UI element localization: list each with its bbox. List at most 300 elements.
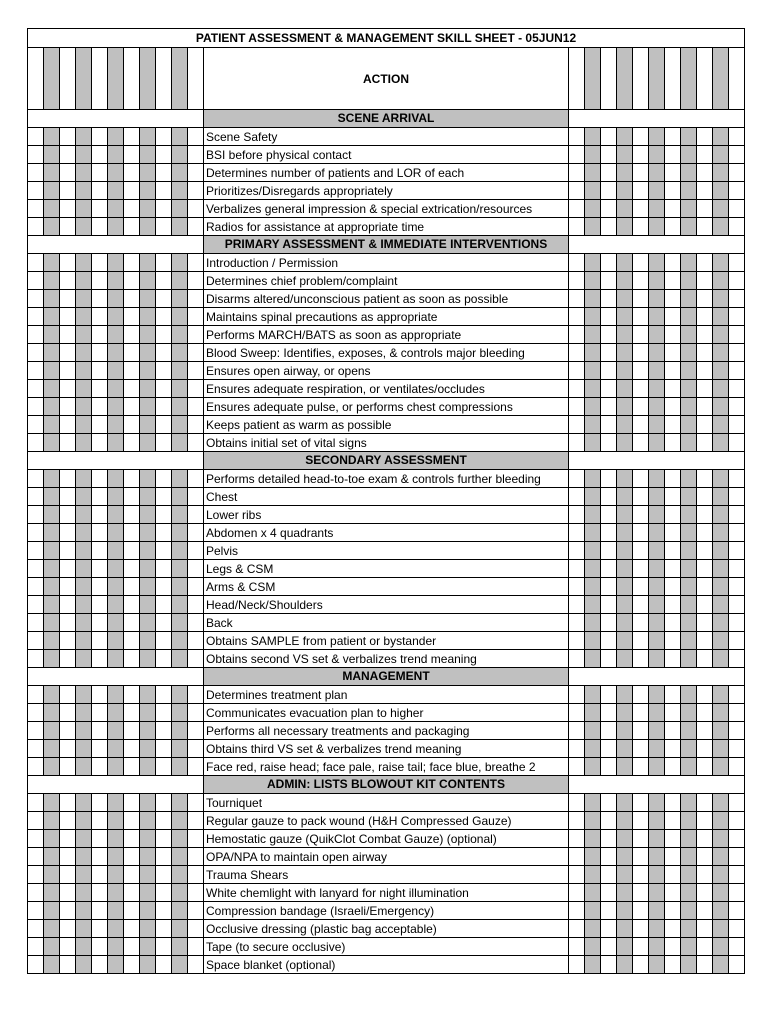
left-check-cell[interactable] <box>156 128 172 146</box>
left-check-cell[interactable] <box>28 722 44 740</box>
right-check-cell[interactable] <box>601 722 617 740</box>
left-check-cell[interactable] <box>188 398 204 416</box>
left-check-cell[interactable] <box>60 740 76 758</box>
right-check-cell[interactable] <box>569 200 585 218</box>
left-check-cell[interactable] <box>44 488 60 506</box>
right-check-cell[interactable] <box>569 632 585 650</box>
left-check-cell[interactable] <box>44 272 60 290</box>
left-check-cell[interactable] <box>156 506 172 524</box>
left-check-cell[interactable] <box>124 722 140 740</box>
right-check-cell[interactable] <box>681 920 697 938</box>
left-check-cell[interactable] <box>60 416 76 434</box>
left-check-cell[interactable] <box>92 794 108 812</box>
left-check-cell[interactable] <box>44 866 60 884</box>
left-check-cell[interactable] <box>156 164 172 182</box>
left-check-cell[interactable] <box>172 920 188 938</box>
left-check-cell[interactable] <box>108 848 124 866</box>
left-check-cell[interactable] <box>156 920 172 938</box>
right-check-cell[interactable] <box>601 920 617 938</box>
left-check-cell[interactable] <box>92 344 108 362</box>
left-check-cell[interactable] <box>124 632 140 650</box>
left-check-cell[interactable] <box>172 48 188 110</box>
left-check-cell[interactable] <box>108 470 124 488</box>
right-check-cell[interactable] <box>729 884 745 902</box>
right-check-cell[interactable] <box>697 956 713 974</box>
left-check-cell[interactable] <box>108 632 124 650</box>
left-check-cell[interactable] <box>188 722 204 740</box>
left-check-cell[interactable] <box>60 218 76 236</box>
right-check-cell[interactable] <box>729 290 745 308</box>
left-check-cell[interactable] <box>124 560 140 578</box>
right-check-cell[interactable] <box>617 884 633 902</box>
left-check-cell[interactable] <box>188 182 204 200</box>
left-check-cell[interactable] <box>140 596 156 614</box>
right-check-cell[interactable] <box>569 758 585 776</box>
left-check-cell[interactable] <box>60 290 76 308</box>
right-check-cell[interactable] <box>601 938 617 956</box>
left-check-cell[interactable] <box>124 308 140 326</box>
right-check-cell[interactable] <box>665 614 681 632</box>
right-check-cell[interactable] <box>569 740 585 758</box>
left-check-cell[interactable] <box>124 254 140 272</box>
left-check-cell[interactable] <box>76 650 92 668</box>
left-check-cell[interactable] <box>124 902 140 920</box>
right-check-cell[interactable] <box>585 902 601 920</box>
right-check-cell[interactable] <box>649 380 665 398</box>
left-check-cell[interactable] <box>172 146 188 164</box>
left-check-cell[interactable] <box>140 48 156 110</box>
left-check-cell[interactable] <box>172 362 188 380</box>
left-check-cell[interactable] <box>188 830 204 848</box>
right-check-cell[interactable] <box>665 956 681 974</box>
left-check-cell[interactable] <box>172 542 188 560</box>
left-check-cell[interactable] <box>172 308 188 326</box>
right-check-cell[interactable] <box>697 434 713 452</box>
left-check-cell[interactable] <box>124 848 140 866</box>
left-check-cell[interactable] <box>156 902 172 920</box>
left-check-cell[interactable] <box>44 434 60 452</box>
left-check-cell[interactable] <box>108 758 124 776</box>
right-check-cell[interactable] <box>601 506 617 524</box>
right-check-cell[interactable] <box>713 470 729 488</box>
left-check-cell[interactable] <box>140 794 156 812</box>
left-check-cell[interactable] <box>28 164 44 182</box>
right-check-cell[interactable] <box>665 164 681 182</box>
left-check-cell[interactable] <box>188 560 204 578</box>
right-check-cell[interactable] <box>633 308 649 326</box>
right-check-cell[interactable] <box>729 470 745 488</box>
right-check-cell[interactable] <box>681 398 697 416</box>
right-check-cell[interactable] <box>601 146 617 164</box>
right-check-cell[interactable] <box>649 632 665 650</box>
right-check-cell[interactable] <box>569 272 585 290</box>
right-check-cell[interactable] <box>713 938 729 956</box>
left-check-cell[interactable] <box>60 398 76 416</box>
right-check-cell[interactable] <box>617 866 633 884</box>
left-check-cell[interactable] <box>124 884 140 902</box>
left-check-cell[interactable] <box>108 902 124 920</box>
left-check-cell[interactable] <box>108 290 124 308</box>
right-check-cell[interactable] <box>649 704 665 722</box>
right-check-cell[interactable] <box>569 686 585 704</box>
right-check-cell[interactable] <box>681 848 697 866</box>
right-check-cell[interactable] <box>601 290 617 308</box>
left-check-cell[interactable] <box>124 866 140 884</box>
left-check-cell[interactable] <box>44 128 60 146</box>
right-check-cell[interactable] <box>585 200 601 218</box>
right-check-cell[interactable] <box>665 848 681 866</box>
right-check-cell[interactable] <box>617 542 633 560</box>
right-check-cell[interactable] <box>665 488 681 506</box>
left-check-cell[interactable] <box>44 506 60 524</box>
right-check-cell[interactable] <box>697 218 713 236</box>
right-check-cell[interactable] <box>681 488 697 506</box>
right-check-cell[interactable] <box>569 146 585 164</box>
left-check-cell[interactable] <box>188 326 204 344</box>
left-check-cell[interactable] <box>140 560 156 578</box>
right-check-cell[interactable] <box>601 128 617 146</box>
left-check-cell[interactable] <box>44 812 60 830</box>
left-check-cell[interactable] <box>76 146 92 164</box>
right-check-cell[interactable] <box>601 200 617 218</box>
right-check-cell[interactable] <box>633 470 649 488</box>
left-check-cell[interactable] <box>124 272 140 290</box>
left-check-cell[interactable] <box>28 560 44 578</box>
right-check-cell[interactable] <box>665 398 681 416</box>
right-check-cell[interactable] <box>569 48 585 110</box>
left-check-cell[interactable] <box>188 758 204 776</box>
right-check-cell[interactable] <box>729 578 745 596</box>
left-check-cell[interactable] <box>124 938 140 956</box>
right-check-cell[interactable] <box>697 524 713 542</box>
left-check-cell[interactable] <box>108 650 124 668</box>
right-check-cell[interactable] <box>649 758 665 776</box>
left-check-cell[interactable] <box>28 182 44 200</box>
left-check-cell[interactable] <box>156 956 172 974</box>
right-check-cell[interactable] <box>649 794 665 812</box>
left-check-cell[interactable] <box>124 48 140 110</box>
left-check-cell[interactable] <box>140 164 156 182</box>
left-check-cell[interactable] <box>60 326 76 344</box>
right-check-cell[interactable] <box>617 920 633 938</box>
right-check-cell[interactable] <box>569 164 585 182</box>
left-check-cell[interactable] <box>188 848 204 866</box>
left-check-cell[interactable] <box>76 326 92 344</box>
left-check-cell[interactable] <box>60 182 76 200</box>
left-check-cell[interactable] <box>92 866 108 884</box>
left-check-cell[interactable] <box>60 146 76 164</box>
right-check-cell[interactable] <box>585 740 601 758</box>
left-check-cell[interactable] <box>156 48 172 110</box>
left-check-cell[interactable] <box>172 254 188 272</box>
right-check-cell[interactable] <box>617 326 633 344</box>
right-check-cell[interactable] <box>569 434 585 452</box>
right-check-cell[interactable] <box>713 794 729 812</box>
right-check-cell[interactable] <box>649 164 665 182</box>
left-check-cell[interactable] <box>108 866 124 884</box>
left-check-cell[interactable] <box>108 146 124 164</box>
right-check-cell[interactable] <box>697 722 713 740</box>
right-check-cell[interactable] <box>633 200 649 218</box>
left-check-cell[interactable] <box>44 146 60 164</box>
left-check-cell[interactable] <box>76 308 92 326</box>
right-check-cell[interactable] <box>665 884 681 902</box>
right-check-cell[interactable] <box>681 272 697 290</box>
right-check-cell[interactable] <box>649 398 665 416</box>
left-check-cell[interactable] <box>44 686 60 704</box>
left-check-cell[interactable] <box>44 884 60 902</box>
left-check-cell[interactable] <box>156 182 172 200</box>
left-check-cell[interactable] <box>76 596 92 614</box>
left-check-cell[interactable] <box>124 200 140 218</box>
left-check-cell[interactable] <box>44 650 60 668</box>
left-check-cell[interactable] <box>92 722 108 740</box>
right-check-cell[interactable] <box>681 344 697 362</box>
right-check-cell[interactable] <box>697 650 713 668</box>
left-check-cell[interactable] <box>124 920 140 938</box>
right-check-cell[interactable] <box>617 758 633 776</box>
left-check-cell[interactable] <box>172 614 188 632</box>
right-check-cell[interactable] <box>713 380 729 398</box>
right-check-cell[interactable] <box>569 290 585 308</box>
left-check-cell[interactable] <box>124 578 140 596</box>
left-check-cell[interactable] <box>172 398 188 416</box>
left-check-cell[interactable] <box>76 704 92 722</box>
right-check-cell[interactable] <box>697 182 713 200</box>
left-check-cell[interactable] <box>76 902 92 920</box>
right-check-cell[interactable] <box>601 524 617 542</box>
right-check-cell[interactable] <box>633 704 649 722</box>
right-check-cell[interactable] <box>569 182 585 200</box>
right-check-cell[interactable] <box>681 128 697 146</box>
left-check-cell[interactable] <box>44 326 60 344</box>
right-check-cell[interactable] <box>697 614 713 632</box>
right-check-cell[interactable] <box>729 524 745 542</box>
left-check-cell[interactable] <box>28 488 44 506</box>
right-check-cell[interactable] <box>697 254 713 272</box>
left-check-cell[interactable] <box>108 614 124 632</box>
right-check-cell[interactable] <box>697 200 713 218</box>
left-check-cell[interactable] <box>44 758 60 776</box>
right-check-cell[interactable] <box>681 326 697 344</box>
right-check-cell[interactable] <box>713 740 729 758</box>
right-check-cell[interactable] <box>665 200 681 218</box>
right-check-cell[interactable] <box>601 560 617 578</box>
right-check-cell[interactable] <box>601 398 617 416</box>
left-check-cell[interactable] <box>92 506 108 524</box>
right-check-cell[interactable] <box>713 830 729 848</box>
right-check-cell[interactable] <box>729 326 745 344</box>
left-check-cell[interactable] <box>124 956 140 974</box>
left-check-cell[interactable] <box>92 48 108 110</box>
left-check-cell[interactable] <box>108 416 124 434</box>
right-check-cell[interactable] <box>713 542 729 560</box>
right-check-cell[interactable] <box>729 902 745 920</box>
left-check-cell[interactable] <box>92 380 108 398</box>
left-check-cell[interactable] <box>140 650 156 668</box>
left-check-cell[interactable] <box>124 164 140 182</box>
right-check-cell[interactable] <box>665 254 681 272</box>
right-check-cell[interactable] <box>633 758 649 776</box>
right-check-cell[interactable] <box>681 578 697 596</box>
right-check-cell[interactable] <box>633 362 649 380</box>
left-check-cell[interactable] <box>108 956 124 974</box>
right-check-cell[interactable] <box>665 704 681 722</box>
right-check-cell[interactable] <box>665 722 681 740</box>
right-check-cell[interactable] <box>633 578 649 596</box>
right-check-cell[interactable] <box>633 542 649 560</box>
left-check-cell[interactable] <box>172 344 188 362</box>
right-check-cell[interactable] <box>697 740 713 758</box>
right-check-cell[interactable] <box>601 488 617 506</box>
right-check-cell[interactable] <box>697 920 713 938</box>
left-check-cell[interactable] <box>188 434 204 452</box>
right-check-cell[interactable] <box>601 704 617 722</box>
left-check-cell[interactable] <box>108 254 124 272</box>
right-check-cell[interactable] <box>585 956 601 974</box>
left-check-cell[interactable] <box>92 650 108 668</box>
left-check-cell[interactable] <box>140 416 156 434</box>
right-check-cell[interactable] <box>633 182 649 200</box>
right-check-cell[interactable] <box>617 830 633 848</box>
right-check-cell[interactable] <box>729 650 745 668</box>
left-check-cell[interactable] <box>76 164 92 182</box>
right-check-cell[interactable] <box>681 290 697 308</box>
right-check-cell[interactable] <box>601 416 617 434</box>
left-check-cell[interactable] <box>140 740 156 758</box>
left-check-cell[interactable] <box>140 506 156 524</box>
left-check-cell[interactable] <box>92 902 108 920</box>
left-check-cell[interactable] <box>188 920 204 938</box>
right-check-cell[interactable] <box>713 596 729 614</box>
left-check-cell[interactable] <box>44 416 60 434</box>
left-check-cell[interactable] <box>156 434 172 452</box>
left-check-cell[interactable] <box>172 506 188 524</box>
right-check-cell[interactable] <box>601 542 617 560</box>
right-check-cell[interactable] <box>601 830 617 848</box>
left-check-cell[interactable] <box>172 560 188 578</box>
right-check-cell[interactable] <box>585 578 601 596</box>
right-check-cell[interactable] <box>681 182 697 200</box>
left-check-cell[interactable] <box>76 488 92 506</box>
right-check-cell[interactable] <box>665 272 681 290</box>
left-check-cell[interactable] <box>156 758 172 776</box>
right-check-cell[interactable] <box>665 938 681 956</box>
left-check-cell[interactable] <box>188 48 204 110</box>
right-check-cell[interactable] <box>633 794 649 812</box>
right-check-cell[interactable] <box>585 488 601 506</box>
left-check-cell[interactable] <box>28 416 44 434</box>
right-check-cell[interactable] <box>713 614 729 632</box>
left-check-cell[interactable] <box>108 218 124 236</box>
left-check-cell[interactable] <box>108 128 124 146</box>
right-check-cell[interactable] <box>633 848 649 866</box>
right-check-cell[interactable] <box>681 146 697 164</box>
left-check-cell[interactable] <box>108 560 124 578</box>
left-check-cell[interactable] <box>44 578 60 596</box>
right-check-cell[interactable] <box>729 254 745 272</box>
right-check-cell[interactable] <box>729 362 745 380</box>
right-check-cell[interactable] <box>713 866 729 884</box>
right-check-cell[interactable] <box>649 524 665 542</box>
right-check-cell[interactable] <box>665 362 681 380</box>
left-check-cell[interactable] <box>188 812 204 830</box>
left-check-cell[interactable] <box>108 506 124 524</box>
left-check-cell[interactable] <box>28 200 44 218</box>
right-check-cell[interactable] <box>697 290 713 308</box>
left-check-cell[interactable] <box>172 632 188 650</box>
left-check-cell[interactable] <box>172 128 188 146</box>
left-check-cell[interactable] <box>156 614 172 632</box>
right-check-cell[interactable] <box>697 128 713 146</box>
left-check-cell[interactable] <box>76 614 92 632</box>
right-check-cell[interactable] <box>601 326 617 344</box>
right-check-cell[interactable] <box>665 560 681 578</box>
right-check-cell[interactable] <box>569 956 585 974</box>
left-check-cell[interactable] <box>156 308 172 326</box>
left-check-cell[interactable] <box>108 362 124 380</box>
right-check-cell[interactable] <box>569 362 585 380</box>
left-check-cell[interactable] <box>108 308 124 326</box>
right-check-cell[interactable] <box>633 128 649 146</box>
right-check-cell[interactable] <box>633 488 649 506</box>
left-check-cell[interactable] <box>172 650 188 668</box>
right-check-cell[interactable] <box>569 848 585 866</box>
left-check-cell[interactable] <box>108 488 124 506</box>
right-check-cell[interactable] <box>569 470 585 488</box>
left-check-cell[interactable] <box>140 938 156 956</box>
left-check-cell[interactable] <box>172 884 188 902</box>
left-check-cell[interactable] <box>108 542 124 560</box>
left-check-cell[interactable] <box>28 902 44 920</box>
right-check-cell[interactable] <box>617 560 633 578</box>
right-check-cell[interactable] <box>681 434 697 452</box>
right-check-cell[interactable] <box>713 362 729 380</box>
left-check-cell[interactable] <box>92 272 108 290</box>
left-check-cell[interactable] <box>60 686 76 704</box>
left-check-cell[interactable] <box>76 362 92 380</box>
left-check-cell[interactable] <box>60 128 76 146</box>
left-check-cell[interactable] <box>156 380 172 398</box>
left-check-cell[interactable] <box>140 272 156 290</box>
right-check-cell[interactable] <box>617 398 633 416</box>
right-check-cell[interactable] <box>569 902 585 920</box>
left-check-cell[interactable] <box>76 578 92 596</box>
left-check-cell[interactable] <box>44 164 60 182</box>
right-check-cell[interactable] <box>665 578 681 596</box>
left-check-cell[interactable] <box>156 200 172 218</box>
right-check-cell[interactable] <box>649 344 665 362</box>
right-check-cell[interactable] <box>617 164 633 182</box>
left-check-cell[interactable] <box>28 254 44 272</box>
right-check-cell[interactable] <box>713 884 729 902</box>
left-check-cell[interactable] <box>44 956 60 974</box>
right-check-cell[interactable] <box>681 560 697 578</box>
left-check-cell[interactable] <box>92 614 108 632</box>
left-check-cell[interactable] <box>76 632 92 650</box>
right-check-cell[interactable] <box>569 920 585 938</box>
left-check-cell[interactable] <box>124 434 140 452</box>
right-check-cell[interactable] <box>569 416 585 434</box>
right-check-cell[interactable] <box>649 740 665 758</box>
left-check-cell[interactable] <box>124 506 140 524</box>
left-check-cell[interactable] <box>76 218 92 236</box>
left-check-cell[interactable] <box>156 812 172 830</box>
left-check-cell[interactable] <box>188 686 204 704</box>
left-check-cell[interactable] <box>60 542 76 560</box>
left-check-cell[interactable] <box>124 812 140 830</box>
left-check-cell[interactable] <box>92 884 108 902</box>
